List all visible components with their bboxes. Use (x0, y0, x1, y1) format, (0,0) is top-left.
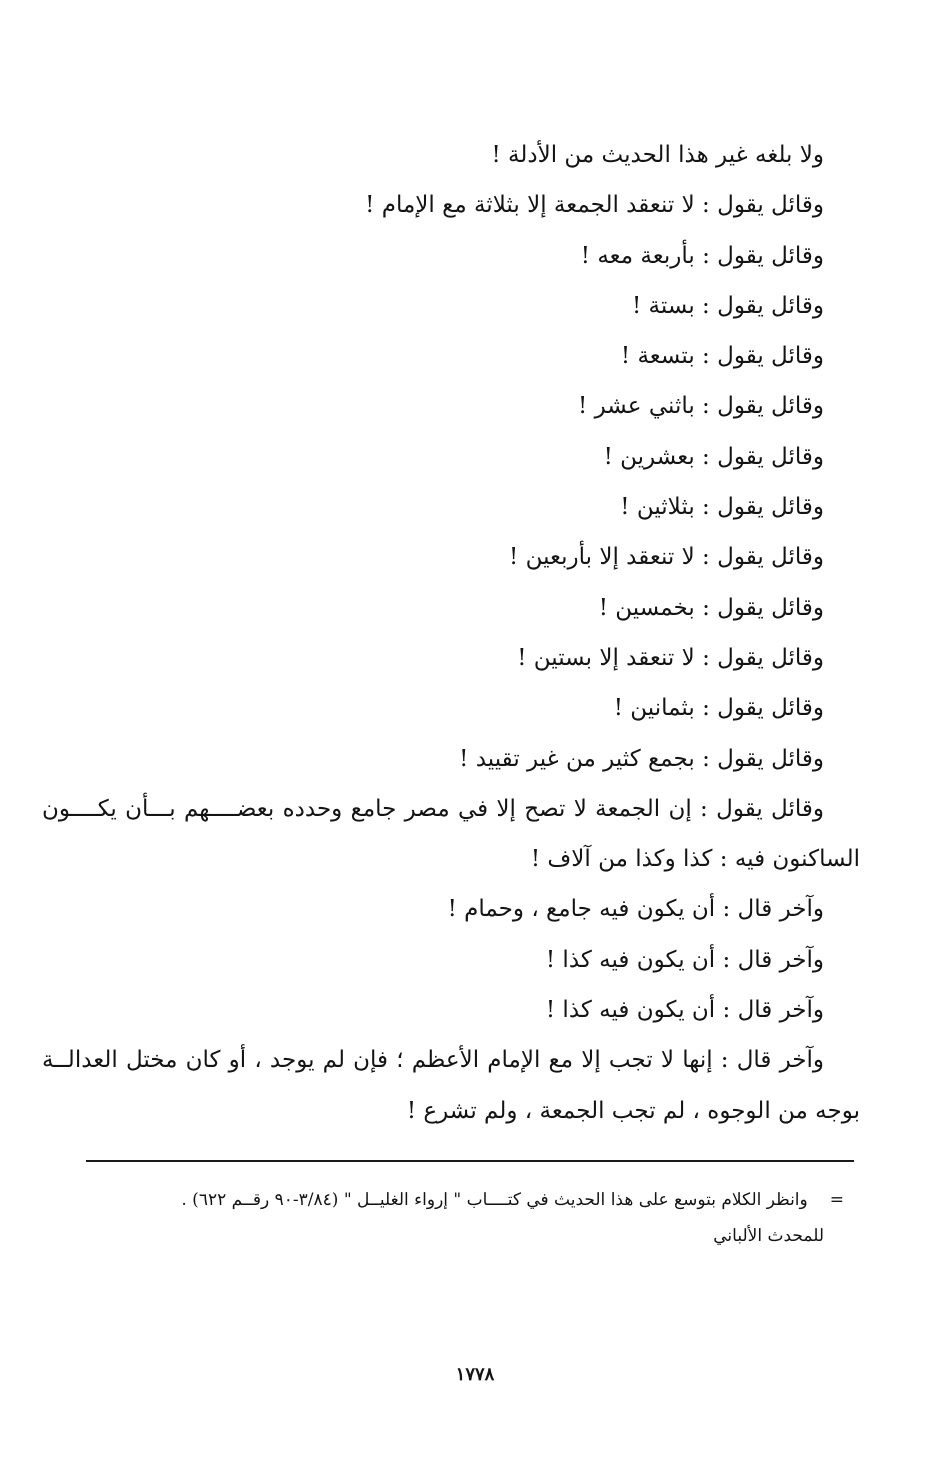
text-line: وآخر قال : إنها لا تجب إلا مع الإمام الأعظم ؛ فإن لم يوجد ، أو كان مختل العدالــة (42, 1047, 824, 1074)
footnote (84, 1182, 844, 1254)
text-line: بوجه من الوجوه ، لم تجب الجمعة ، ولم تشرع ! (406, 1097, 860, 1124)
text-line: وقائل يقول : لا تنعقد إلا بستين ! (517, 644, 824, 671)
text-line: وقائل يقول : لا تنعقد الجمعة إلا بثلاثة مع الإمام ! (365, 192, 824, 219)
text-line: وقائل يقول : بأربعة معه ! (580, 242, 824, 269)
text-line: الساكنون فيه : كذا وكذا من آلاف ! (530, 846, 860, 873)
footnote-divider (86, 1160, 854, 1162)
text-line: وقائل يقول : بثلاثين ! (620, 494, 824, 521)
text-line: وآخر قال : أن يكون فيه جامع ، وحمام ! (447, 896, 824, 923)
footnote-marker: = (829, 1190, 844, 1210)
text-line: وقائل يقول : لا تنعقد إلا بأربعين ! (509, 544, 824, 571)
footnote-text-continued: للمحدث الألباني (713, 1226, 824, 1246)
text-line: وقائل يقول : بعشرين ! (603, 443, 824, 470)
text-line: وقائل يقول : باثني عشر ! (578, 393, 824, 420)
text-line: وآخر قال : أن يكون فيه كذا ! (545, 997, 824, 1024)
text-line: وقائل يقول : بخمسين ! (598, 594, 824, 621)
text-line: ولا بلغه غير هذا الحديث من الأدلة ! (491, 142, 824, 168)
page-number: ١٧٧٨ (455, 1364, 495, 1385)
text-line: وقائل يقول : بستة ! (632, 292, 824, 319)
main-text (42, 130, 860, 1136)
text-line: وقائل يقول : بتسعة ! (620, 343, 824, 370)
footnote-text: وانظر الكلام بتوسع على هذا الحديث في كتــــاب " إرواء الغليــل " (٣/٨٤-٩٠ رقــم ٦٢٢) . (181, 1190, 808, 1210)
text-line: وآخر قال : أن يكون فيه كذا ! (545, 946, 824, 973)
text-line: وقائل يقول : بثمانين ! (613, 695, 824, 722)
text-line: وقائل يقول : إن الجمعة لا تصح إلا في مصر جامع وحدده بعضــــهم بـــأن يكــــون (42, 795, 824, 822)
text-line: وقائل يقول : بجمع كثير من غير تقييد ! (459, 745, 824, 772)
